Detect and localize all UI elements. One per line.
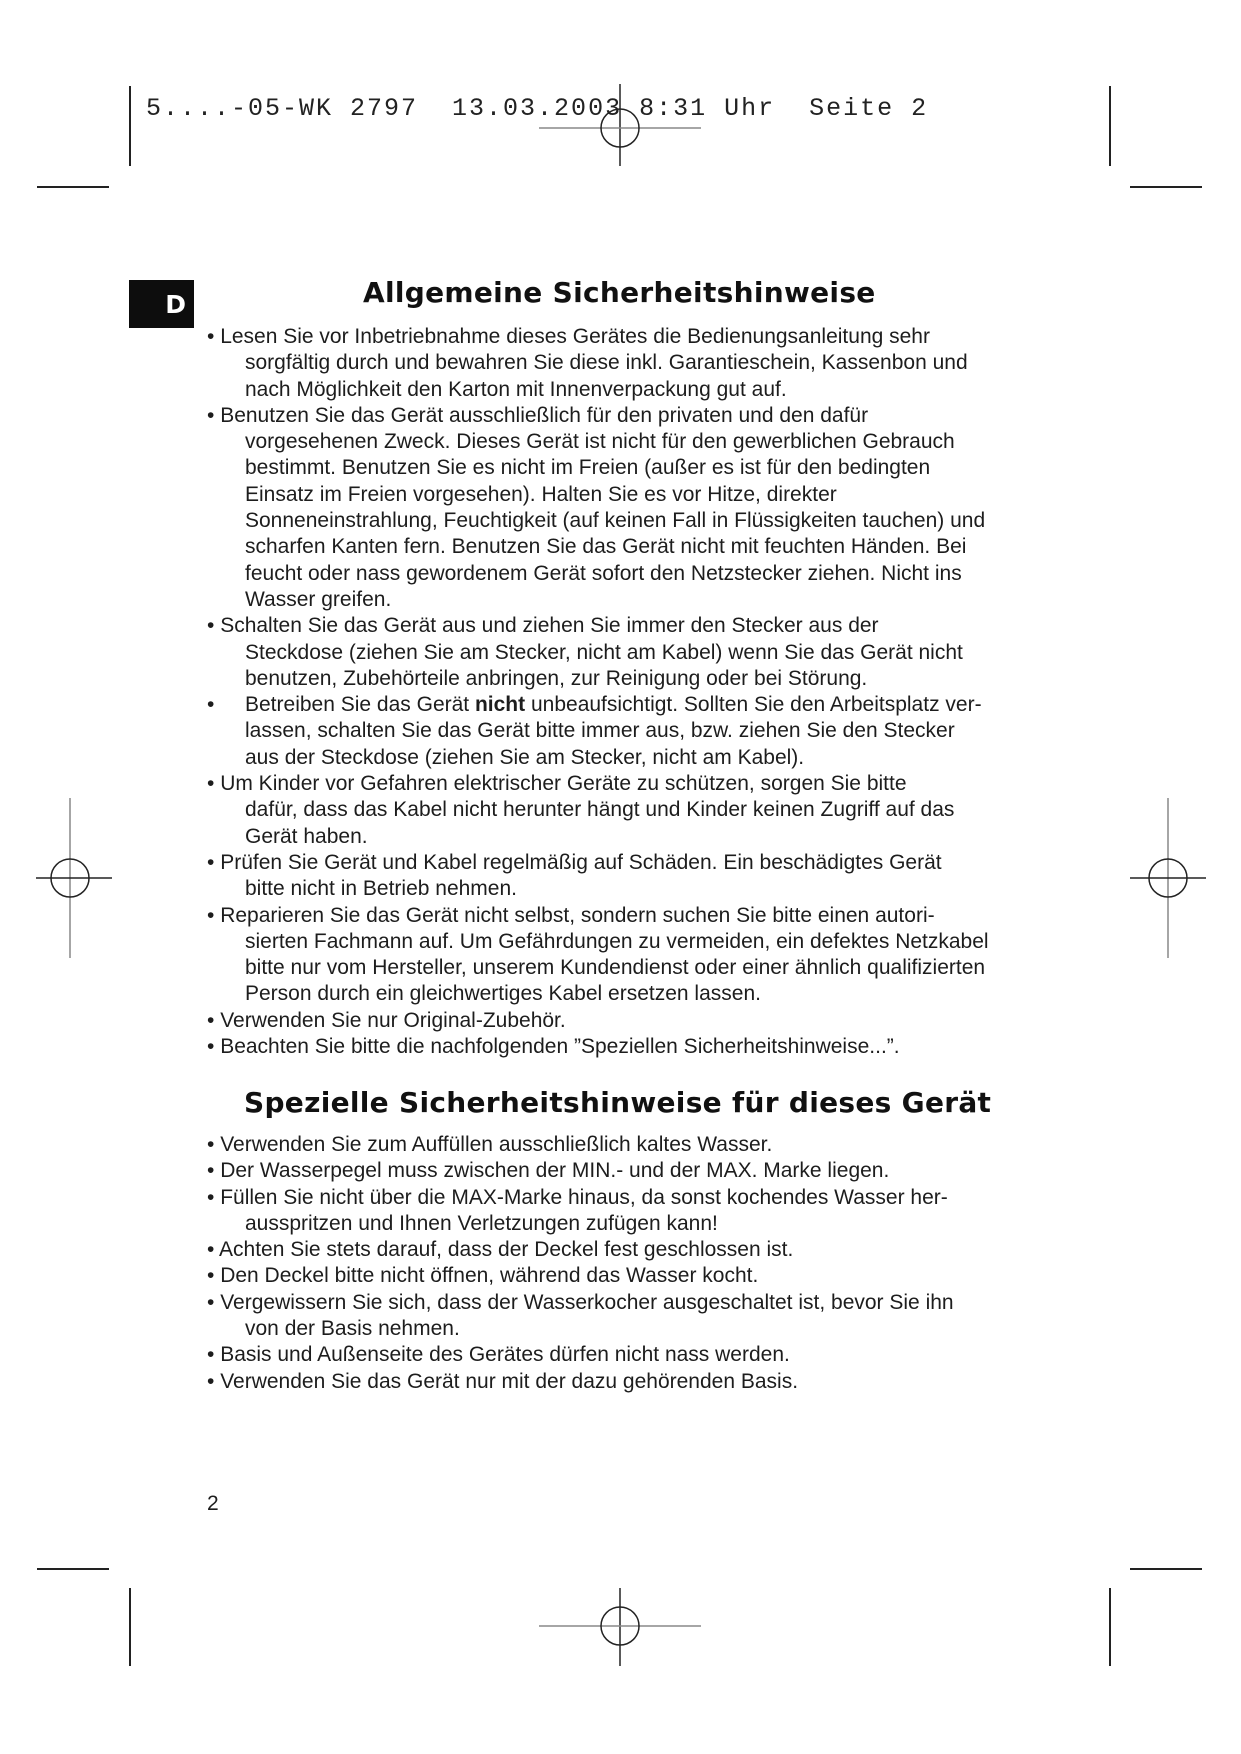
list-item: • Den Deckel bitte nicht öffnen, während das Wasser kocht. [207,1264,759,1288]
crop-mark-top-right-vertical [1109,86,1111,166]
emphasis-nicht: nicht [474,693,526,717]
crop-mark-bottom-left-horizontal [37,1568,109,1570]
list-item: • Benutzen Sie das Gerät ausschließlich für den privaten und den dafür vorgesehenen Zweck. Dieses Gerät ist nicht für den gewerblichen Gebrauch bestimmt. Benutzen Sie es nicht im Freien (außer es ist für den bedingten Einsatz im Freien vorgesehen). Halten Sie es vor Hitze, direkter Sonneneinstrahlung, Feuchtigkeit (auf keinen Fall in Flüssigkeiten tauchen) und scharfen Kanten fern. Benutzen Sie das Gerät nicht mit feuchten Händen. Bei feucht oder nass gewordenem Gerät sofort den Netzstecker ziehen. Nicht ins Wasser greifen. [207,403,986,611]
bullet: • [207,772,221,796]
bullet: • [207,1264,221,1288]
list-item: • Füllen Sie nicht über die MAX-Marke hinaus, da sonst kochendes Wasser her- ausspritzen und Ihnen Verletzungen zufügen kann! [207,1185,948,1235]
bullet: • [207,1133,221,1156]
bullet: • [207,850,221,874]
list-item: • Vergewissern Sie sich, dass der Wasserkocher ausgeschaltet ist, bevor Sie ihn von der Basis nehmen. [207,1290,954,1341]
list-item: • Verwenden Sie nur Original-Zubehör. [207,1008,566,1032]
bullet: • [207,1290,221,1314]
list-item: • Um Kinder vor Gefahren elektrischer Geräte zu schützen, sorgen Sie bitte dafür, dass das Kabel nicht herunter hängt und Kinder keinen Zugriff auf das Gerät haben. [207,772,955,848]
bullet: • [207,1369,221,1393]
bullet: • [207,1008,221,1032]
registration-mark-top-icon [535,84,705,170]
registration-mark-left-icon [34,796,114,962]
bullet: • [207,1238,220,1262]
list-item: • Verwenden Sie zum Auffüllen ausschließlich kaltes Wasser. [207,1133,773,1156]
section-device-safety-title: Spezielle Sicherheitshinweise für dieses Gerät [244,1086,992,1119]
bullet: • [207,325,221,348]
list-item: • Der Wasserpegel muss zwischen der MIN.- und der MAX. Marke liegen. [207,1159,890,1183]
general-safety-list [207,324,1057,1060]
list-item: • Reparieren Sie das Gerät nicht selbst, sondern suchen Sie bitte einen autori- sierten Fachmann auf. Um Gefährdungen zu vermeiden, ein defektes Netzkabel bitte nur vom Hersteller, unserem Kundendienst oder einer ähnlich qualifizierten Person durch ein gleichwertiges Kabel ersetzen lassen. [207,903,989,1006]
bullet: • [207,1343,221,1367]
device-safety-list [207,1132,1057,1395]
language-tab: D [129,280,194,328]
list-item: • Achten Sie stets darauf, dass der Deckel fest geschlossen ist. [207,1238,794,1262]
bullet: • [207,614,221,638]
crop-mark-bottom-left-vertical [129,1588,131,1666]
registration-mark-right-icon [1128,796,1208,962]
page-number: 2 [207,1492,219,1515]
list-item: • Schalten Sie das Gerät aus und ziehen Sie immer den Stecker aus der Steckdose (ziehen Sie am Stecker, nicht am Kabel) wenn Sie das Gerät nicht benutzen, Zubehörteile anbringen, zur Reinigung oder bei Störung. [207,614,963,690]
bullet: • [207,1185,221,1209]
crop-mark-top-left-horizontal [37,186,109,188]
print-slug: 5....-05-WK 2797 13.03.2003 8:31 Uhr Seite 2 [146,94,929,123]
bullet: • [207,403,221,427]
bullet: • [207,1035,221,1059]
crop-mark-top-right-horizontal [1130,186,1202,188]
list-item: • Betreiben Sie das Gerät nicht unbeaufsichtigt. Sollten Sie den Arbeitsplatz ver- lassen, schalten Sie das Gerät bitte immer aus, bzw. ziehen Sie den Stecker aus der Steckdose (ziehen Sie am Stecker, nicht am Kabel). [207,693,982,769]
crop-mark-bottom-right-vertical [1109,1588,1111,1666]
list-item: • Verwenden Sie das Gerät nur mit der dazu gehörenden Basis. [207,1369,799,1393]
bullet: • [207,1159,221,1183]
bullet: • [207,903,221,927]
crop-mark-bottom-right-horizontal [1130,1568,1202,1570]
list-item: • Lesen Sie vor Inbetriebnahme dieses Gerätes die Bedienungsanleitung sehr sorgfältig durch und bewahren Sie diese inkl. Garantieschein, Kassenbon und nach Möglichkeit den Karton mit Innenverpackung gut auf. [207,325,968,401]
section-general-safety-title: Allgemeine Sicherheitshinweise [363,276,876,309]
registration-mark-bottom-icon [535,1588,705,1668]
crop-mark-top-left-vertical [129,86,131,166]
list-item: • Basis und Außenseite des Gerätes dürfen nicht nass werden. [207,1343,790,1367]
list-item: • Prüfen Sie Gerät und Kabel regelmäßig auf Schäden. Ein beschädigtes Gerät bitte nicht in Betrieb nehmen. [207,850,942,901]
bullet: • [207,693,215,717]
list-item: • Beachten Sie bitte die nachfolgenden ”Speziellen Sicherheitshinweise...”. [207,1035,900,1059]
